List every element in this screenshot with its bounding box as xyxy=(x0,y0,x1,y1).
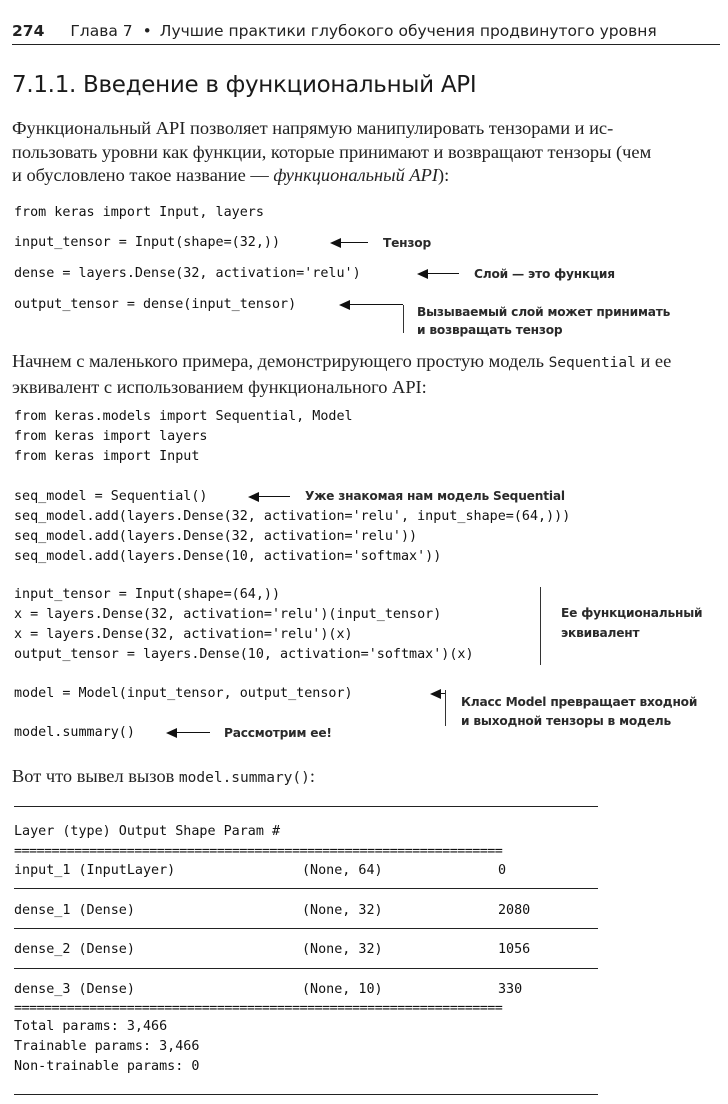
summary-row-layer: dense_3 (Dense) xyxy=(14,982,135,997)
summary-row-layer: input_1 (InputLayer) xyxy=(14,863,176,878)
intro-line-2: пользовать уровни как функции, которые принимают и возвращают тензоры (чем xyxy=(12,141,652,162)
third-prefix: Вот что вывел вызов xyxy=(12,766,179,786)
summary-row-rule xyxy=(14,928,598,929)
code-line: from keras import Input, layers xyxy=(14,205,264,220)
summary-row-params: 0 xyxy=(498,863,507,878)
summary-top-rule xyxy=(14,806,598,807)
summary-row-rule xyxy=(14,968,598,969)
annotation-sequential: Уже знакомая нам модель Sequential xyxy=(305,489,565,503)
bracket-line xyxy=(540,587,541,665)
code-functional: input_tensor = Input(shape=(64,)) x = layers.Dense(32, activation='relu')(input_tensor) x = layers.Dense(32, activation='relu')(x) output_tensor = layers.Dense(10, activation='softmax')(x) xyxy=(14,587,474,662)
summary-row-params: 1056 xyxy=(498,942,531,957)
annotation-callable-layer-2: и возвращать тензор xyxy=(417,323,563,337)
intro-paragraph xyxy=(12,117,720,188)
annotation-functional-2: эквивалент xyxy=(561,626,640,640)
summary-row-shape: (None, 32) xyxy=(302,903,383,918)
summary-row-params: 330 xyxy=(498,982,523,997)
summary-equals-rule: ================================================================= xyxy=(14,844,503,859)
code-line: input_tensor = Input(shape=(32,)) xyxy=(14,235,281,250)
annotation-model-2: и выходной тензоры в модель xyxy=(461,714,671,728)
annotation-functional-1: Ее функциональный xyxy=(561,606,703,620)
intro-line-3 xyxy=(12,164,720,188)
code-imports: from keras.models import Sequential, Model from keras import layers from keras import Input xyxy=(14,409,353,464)
summary-total: Total params: 3,466 xyxy=(14,1019,168,1034)
chapter-title: Лучшие практики глубокого обучения продвинутого уровня xyxy=(159,22,657,40)
code-line: output_tensor = dense(input_tensor) xyxy=(14,297,297,312)
third-line xyxy=(12,765,720,791)
summary-header: Layer (type) Output Shape Param # xyxy=(14,824,281,839)
connector-line xyxy=(403,305,404,333)
annotation-summary: Рассмотрим ее! xyxy=(224,726,332,740)
intro-line-3-suffix: ): xyxy=(437,165,450,185)
section-heading: 7.1.1. Введение в функциональный API xyxy=(12,72,477,98)
inline-code-sequential: Sequential xyxy=(548,355,636,371)
summary-non-trainable: Non-trainable params: 0 xyxy=(14,1059,200,1074)
arrow-left-icon xyxy=(417,269,459,279)
connector-line xyxy=(445,690,446,726)
code-summary-call: model.summary() xyxy=(14,725,135,740)
summary-row-shape: (None, 32) xyxy=(302,942,383,957)
intro-line-3-prefix: и обусловлено такое название — xyxy=(12,165,274,185)
summary-row-shape: (None, 10) xyxy=(302,982,383,997)
summary-row-params: 2080 xyxy=(498,903,531,918)
arrow-left-icon xyxy=(248,492,290,502)
third-suffix: : xyxy=(309,766,315,786)
second-line-1 xyxy=(12,350,720,376)
summary-row-layer: dense_1 (Dense) xyxy=(14,903,135,918)
second-line-1-suffix: и ее xyxy=(635,351,672,371)
second-paragraph xyxy=(12,350,720,399)
annotation-model-1: Класс Model превращает входной xyxy=(461,695,698,709)
code-line: dense = layers.Dense(32, activation='relu') xyxy=(14,266,361,281)
second-line-1-prefix: Начнем с маленького примера, демонстрирующего простую модель xyxy=(12,351,549,371)
summary-row-shape: (None, 64) xyxy=(302,863,383,878)
summary-bottom-rule xyxy=(14,1094,598,1095)
summary-row-rule xyxy=(14,888,598,889)
inline-code-summary: model.summary() xyxy=(178,770,310,786)
code-model: model = Model(input_tensor, output_tensor) xyxy=(14,686,353,701)
arrow-left-icon xyxy=(430,689,446,699)
running-head xyxy=(12,12,720,45)
summary-equals-rule: ================================================================= xyxy=(14,1001,503,1016)
arrow-left-icon xyxy=(166,728,210,738)
intro-line-1: Функциональный API позволяет напрямую манипулировать тензорами и ис- xyxy=(12,118,614,138)
summary-trainable: Trainable params: 3,466 xyxy=(14,1039,200,1054)
chapter-label: Глава 7 xyxy=(70,22,133,40)
arrow-left-icon xyxy=(330,238,368,248)
summary-row-layer: dense_2 (Dense) xyxy=(14,942,135,957)
code-seq-model: seq_model = Sequential() xyxy=(14,489,208,504)
separator-bullet: • xyxy=(142,22,152,40)
third-paragraph xyxy=(12,765,720,791)
second-line-2: эквивалент с использованием функционального API: xyxy=(12,376,427,397)
annotation-callable-layer-1: Вызываемый слой может принимать xyxy=(417,305,671,319)
annotation-tensor: Тензор xyxy=(383,236,431,250)
arrow-left-icon xyxy=(339,300,403,310)
emphasis-term: функциональный API xyxy=(273,165,438,185)
annotation-layer-function: Слой — это функция xyxy=(474,267,615,281)
page-number: 274 xyxy=(12,22,45,40)
code-seq-add: seq_model.add(layers.Dense(32, activation='relu', input_shape=(64,))) seq_model.add(layers.Dense(32, activation='relu')) seq_model.add(layers.Dense(10, activation='softmax')) xyxy=(14,509,571,564)
